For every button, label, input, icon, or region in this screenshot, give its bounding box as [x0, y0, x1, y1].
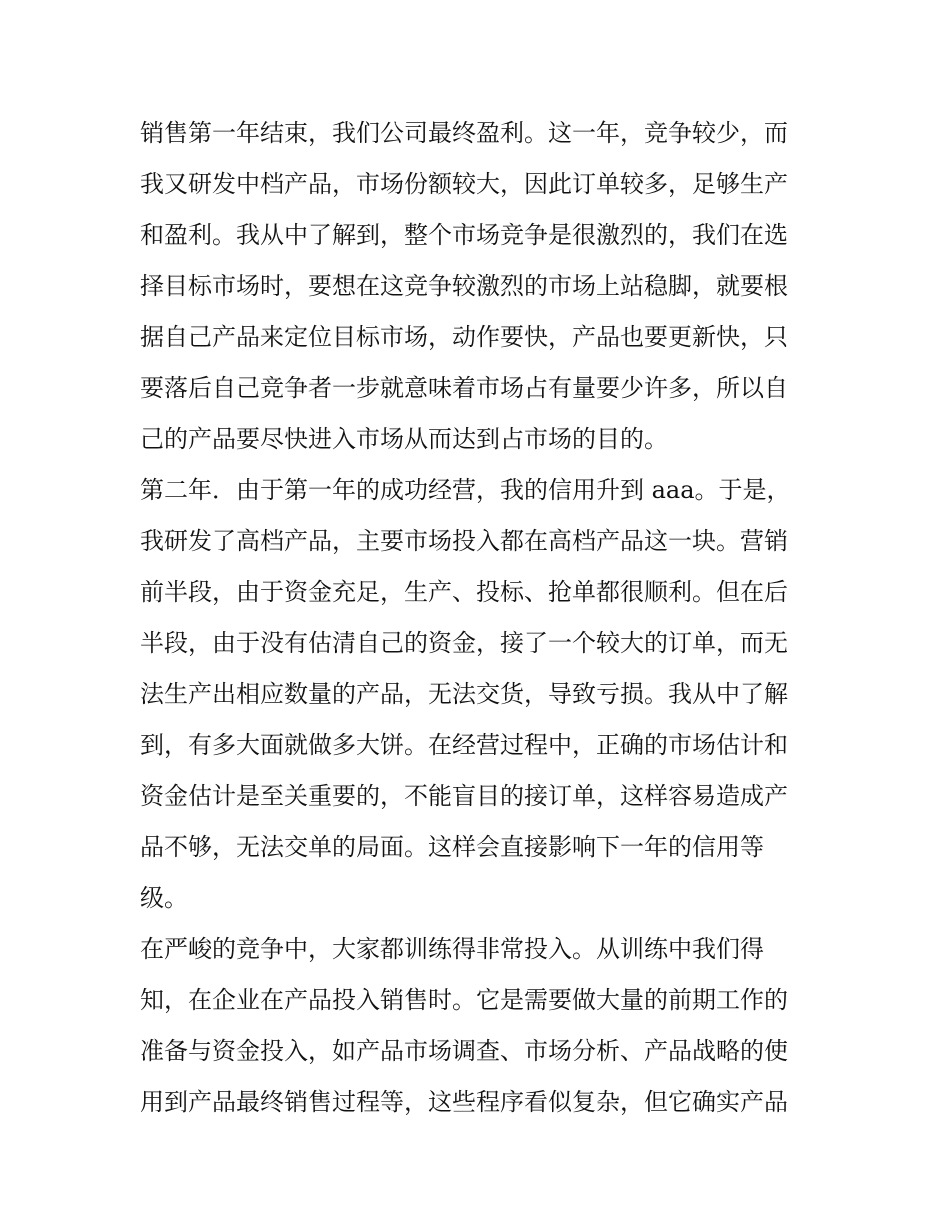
- text-line: 到，有多大面就做多大饼。在经营过程中，正确的市场估计和: [140, 731, 788, 759]
- text-line: 品不够，无法交单的局面。这样会直接影响下一年的信用等: [140, 833, 764, 861]
- text-line: 法生产出相应数量的产品，无法交货，导致亏损。我从中了解: [140, 680, 788, 708]
- text-line: 择目标市场时，要想在这竞争较激烈的市场上站稳脚，就要根: [140, 272, 788, 300]
- text-line: 据自己产品来定位目标市场，动作要快，产品也要更新快，只: [140, 323, 788, 351]
- text-line: 第二年．由于第一年的成功经营，我的信用升到 aaa。于是，: [140, 476, 791, 504]
- text-line: 前半段，由于资金充足，生产、投标、抢单都很顺利。但在后: [140, 578, 788, 606]
- text-line: 己的产品要尽快进入市场从而达到占市场的目的。: [140, 425, 668, 453]
- text-line: 用到产品最终销售过程等，这些程序看似复杂，但它确实产品: [140, 1088, 788, 1116]
- text-line: 我又研发中档产品，市场份额较大，因此订单较多，足够生产: [140, 170, 788, 198]
- document-body: [140, 108, 820, 1128]
- text-line: 准备与资金投入，如产品市场调查、市场分析、产品战略的使: [140, 1037, 788, 1065]
- text-line: 要落后自己竞争者一步就意味着市场占有量要少许多，所以自: [140, 374, 788, 402]
- text-line: 和盈利。我从中了解到，整个市场竞争是很激烈的，我们在选: [140, 221, 788, 249]
- text-line: 级。: [140, 884, 188, 912]
- text-line: 在严峻的竞争中，大家都训练得非常投入。从训练中我们得: [140, 935, 764, 963]
- text-line: 知，在企业在产品投入销售时。它是需要做大量的前期工作的: [140, 986, 788, 1014]
- text-line: 半段，由于没有估清自己的资金，接了一个较大的订单，而无: [140, 629, 788, 657]
- text-line: 我研发了高档产品，主要市场投入都在高档产品这一块。营销: [140, 527, 788, 555]
- text-line: 资金估计是至关重要的，不能盲目的接订单，这样容易造成产: [140, 782, 788, 810]
- text-line: 销售第一年结束，我们公司最终盈利。这一年，竞争较少，而: [140, 119, 788, 147]
